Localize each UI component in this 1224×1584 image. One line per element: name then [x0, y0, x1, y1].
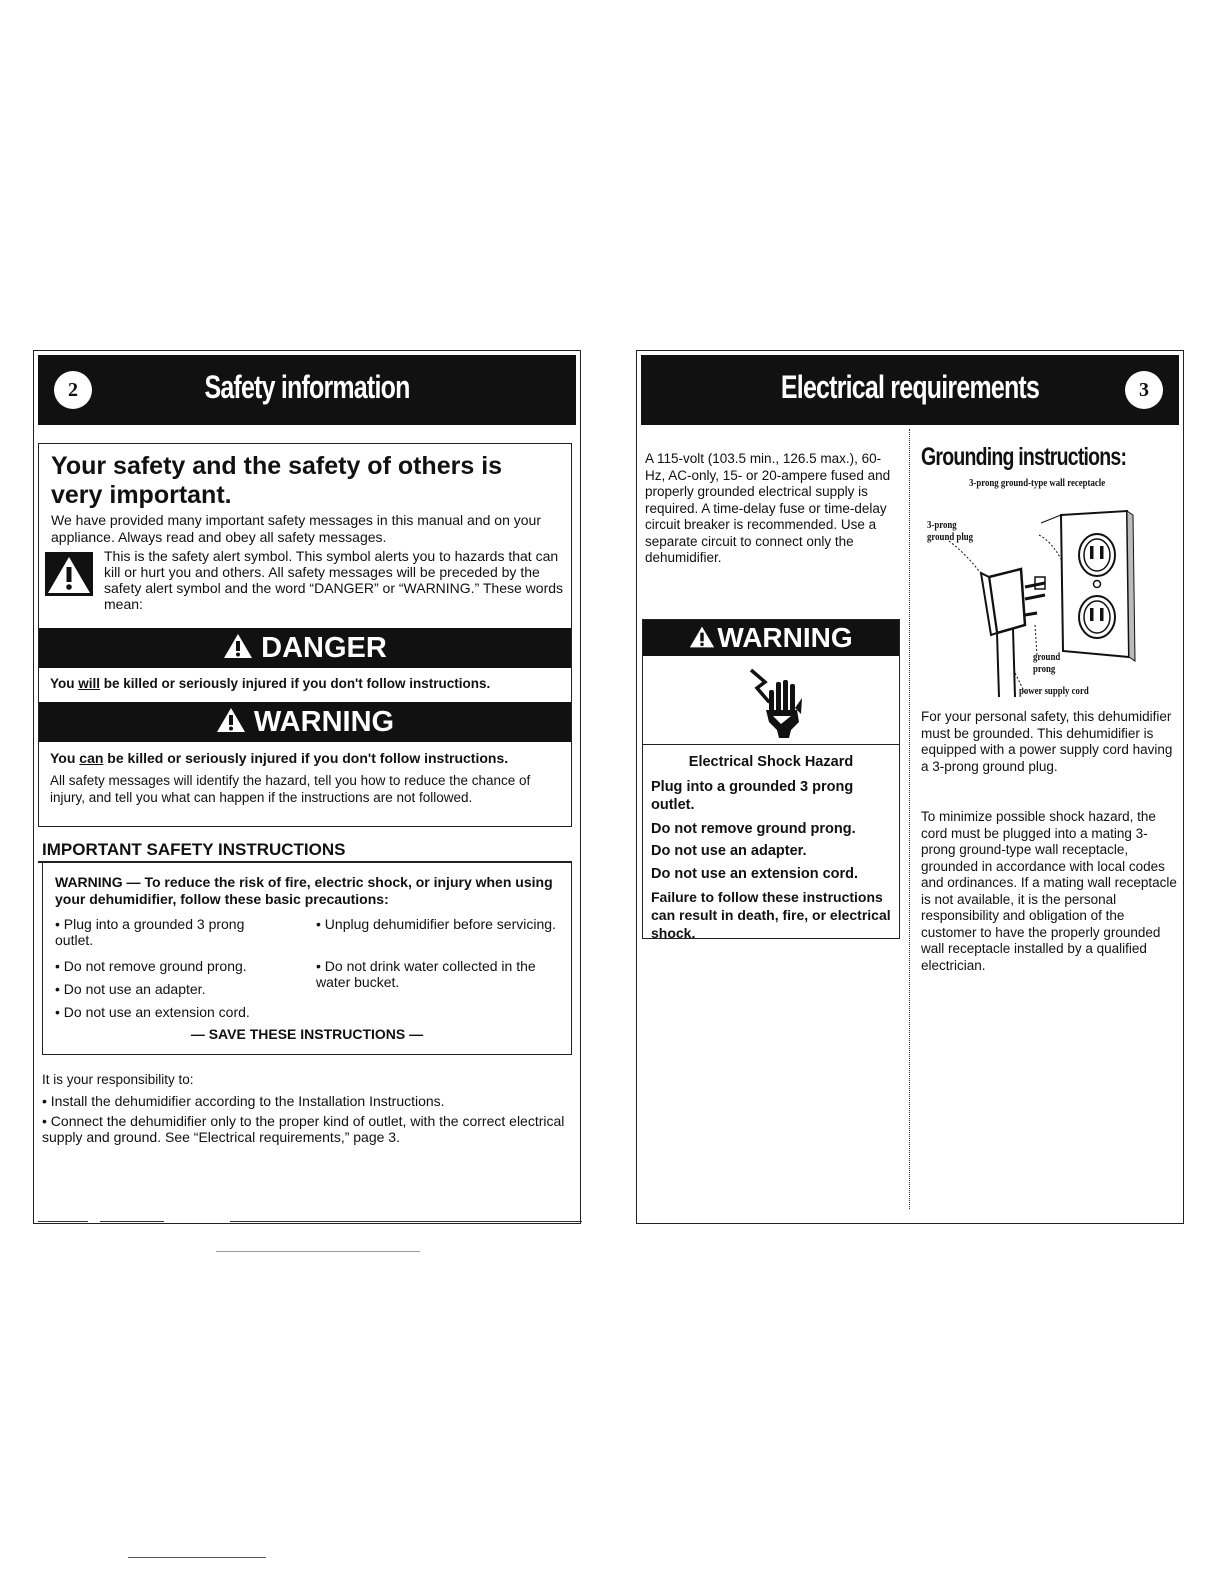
page-edge-line [38, 1221, 88, 1222]
responsibility-item: • Connect the dehumidifier only to the proper kind of outlet, with the correct electrical supply and ground. See “Electrical requirements,” page 3. [42, 1113, 565, 1145]
safety-information-page [33, 350, 581, 1224]
important-safety-instructions-heading: IMPORTANT SAFETY INSTRUCTIONS [42, 840, 346, 859]
hazard-instruction: Plug into a grounded 3 prong outlet. [651, 779, 854, 813]
safety-alert-row [45, 548, 565, 620]
precaution-item: • Do not use an extension cord. [55, 1004, 250, 1020]
page-edge-line [230, 1221, 582, 1222]
danger-alert-icon [223, 633, 253, 659]
danger-label: DANGER [261, 632, 387, 664]
precaution-item: • Do not remove ground prong. [55, 958, 247, 974]
precautions-warning: WARNING — To reduce the risk of fire, electric shock, or injury when using your dehumidifier, follow these basic precautions: [55, 874, 553, 907]
electrical-supply-text: A 115-volt (103.5 min., 126.5 max.), 60-Hz, AC-only, 15- or 20-ampere fused and properly grounded electrical supply is required. A time-delay fuse or time-delay circuit breaker is recommended. Use a separate circuit to connect only the dehumidifier. [645, 451, 891, 565]
warning-label: WARNING [253, 706, 395, 738]
save-instructions-line: — SAVE THESE INSTRUCTIONS — [190, 1026, 424, 1042]
danger-description: You will be killed or seriously injured if you don't follow instructions. [50, 676, 491, 691]
page-number-badge: 2 [54, 371, 92, 409]
grounding-paragraph: To minimize possible shock hazard, the cord must be plugged into a mating 3-prong ground-type wall receptacle, grounded in accordance with local codes and ordinances. If a mating wall receptacle is not available, it is the personal responsibility and obligation of the customer to have the properly grounded wall receptacle installed by a qualified electrician. [921, 809, 1177, 973]
scan-artifact-line [216, 1251, 420, 1252]
receptacle-label: 3-prong ground-type wall receptacle [969, 477, 1106, 489]
responsibility-item: • Install the dehumidifier according to the Installation Instructions. [42, 1093, 445, 1109]
warning-label: WARNING [717, 622, 853, 653]
safety-importance-box [38, 443, 572, 827]
page-title: Electrical requirements [780, 369, 1040, 405]
hazard-instruction: Do not use an adapter. [651, 843, 807, 859]
warning-alert-icon [689, 625, 715, 649]
warning-alert-icon [216, 707, 246, 733]
grounding-diagram [921, 475, 1173, 701]
safety-intro-text: We have provided many important safety messages in this manual and on your appliance. Always read and obey all safety messages. [51, 512, 541, 545]
precaution-item: • Do not drink water collected in the water bucket. [316, 958, 536, 990]
responsibility-intro: It is your responsibility to: [42, 1072, 194, 1087]
warning-signal-bar [39, 702, 571, 742]
warning-description: You can be killed or seriously injured if you don't follow instructions. [50, 750, 509, 766]
precaution-item: • Do not use an adapter. [55, 981, 206, 997]
safety-messages-explanation: All safety messages will identify the hazard, tell you how to reduce the chance of injury, and tell you what can happen if the instructions are not followed. [50, 773, 531, 805]
hazard-title: Electrical Shock Hazard [688, 754, 854, 770]
plug-label: 3-prong ground plug [927, 519, 974, 543]
precaution-item: • Plug into a grounded 3 prong outlet. [55, 916, 245, 948]
electrical-requirements-page [636, 350, 1184, 1224]
scan-artifact-line [128, 1557, 266, 1558]
safety-headline: Your safety and the safety of others is very important. [51, 452, 503, 509]
precaution-item: • Unplug dehumidifier before servicing. [316, 916, 556, 932]
safety-alert-explanation: This is the safety alert symbol. This symbol alerts you to hazards that can kill or hurt you and others. All safety messages will be preceded by the safety alert symbol and the word “DANGER” or “WARNING.” These words mean: [104, 548, 564, 612]
safety-alert-symbol-icon [45, 552, 93, 596]
warning-signal-bar [643, 620, 899, 656]
page-title: Safety information [204, 369, 410, 405]
column-divider [909, 429, 910, 1209]
electric-shock-hand-icon [747, 668, 803, 740]
ground-prong-label: ground prong [1033, 651, 1061, 675]
grounding-paragraph: For your personal safety, this dehumidifier must be grounded. This dehumidifier is equipped with a power supply cord having a 3-prong ground plug. [921, 709, 1173, 774]
important-safety-instructions-box [42, 861, 572, 1055]
hazard-consequence: Failure to follow these instructions can result in death, fire, or electrical shock. [651, 889, 891, 941]
electrical-shock-warning-box [642, 619, 900, 939]
hazard-instruction: Do not use an extension cord. [651, 866, 859, 882]
grounding-instructions-title: Grounding instructions: [921, 443, 1127, 471]
power-cord-label: power supply cord [1019, 685, 1089, 697]
hazard-icon-area [643, 656, 899, 745]
danger-signal-bar [39, 628, 571, 668]
page-edge-line [100, 1221, 164, 1222]
page-number-badge: 3 [1125, 371, 1163, 409]
electrical-requirements-banner [641, 355, 1179, 425]
safety-information-banner [38, 355, 576, 425]
hazard-instruction: Do not remove ground prong. [651, 821, 856, 837]
